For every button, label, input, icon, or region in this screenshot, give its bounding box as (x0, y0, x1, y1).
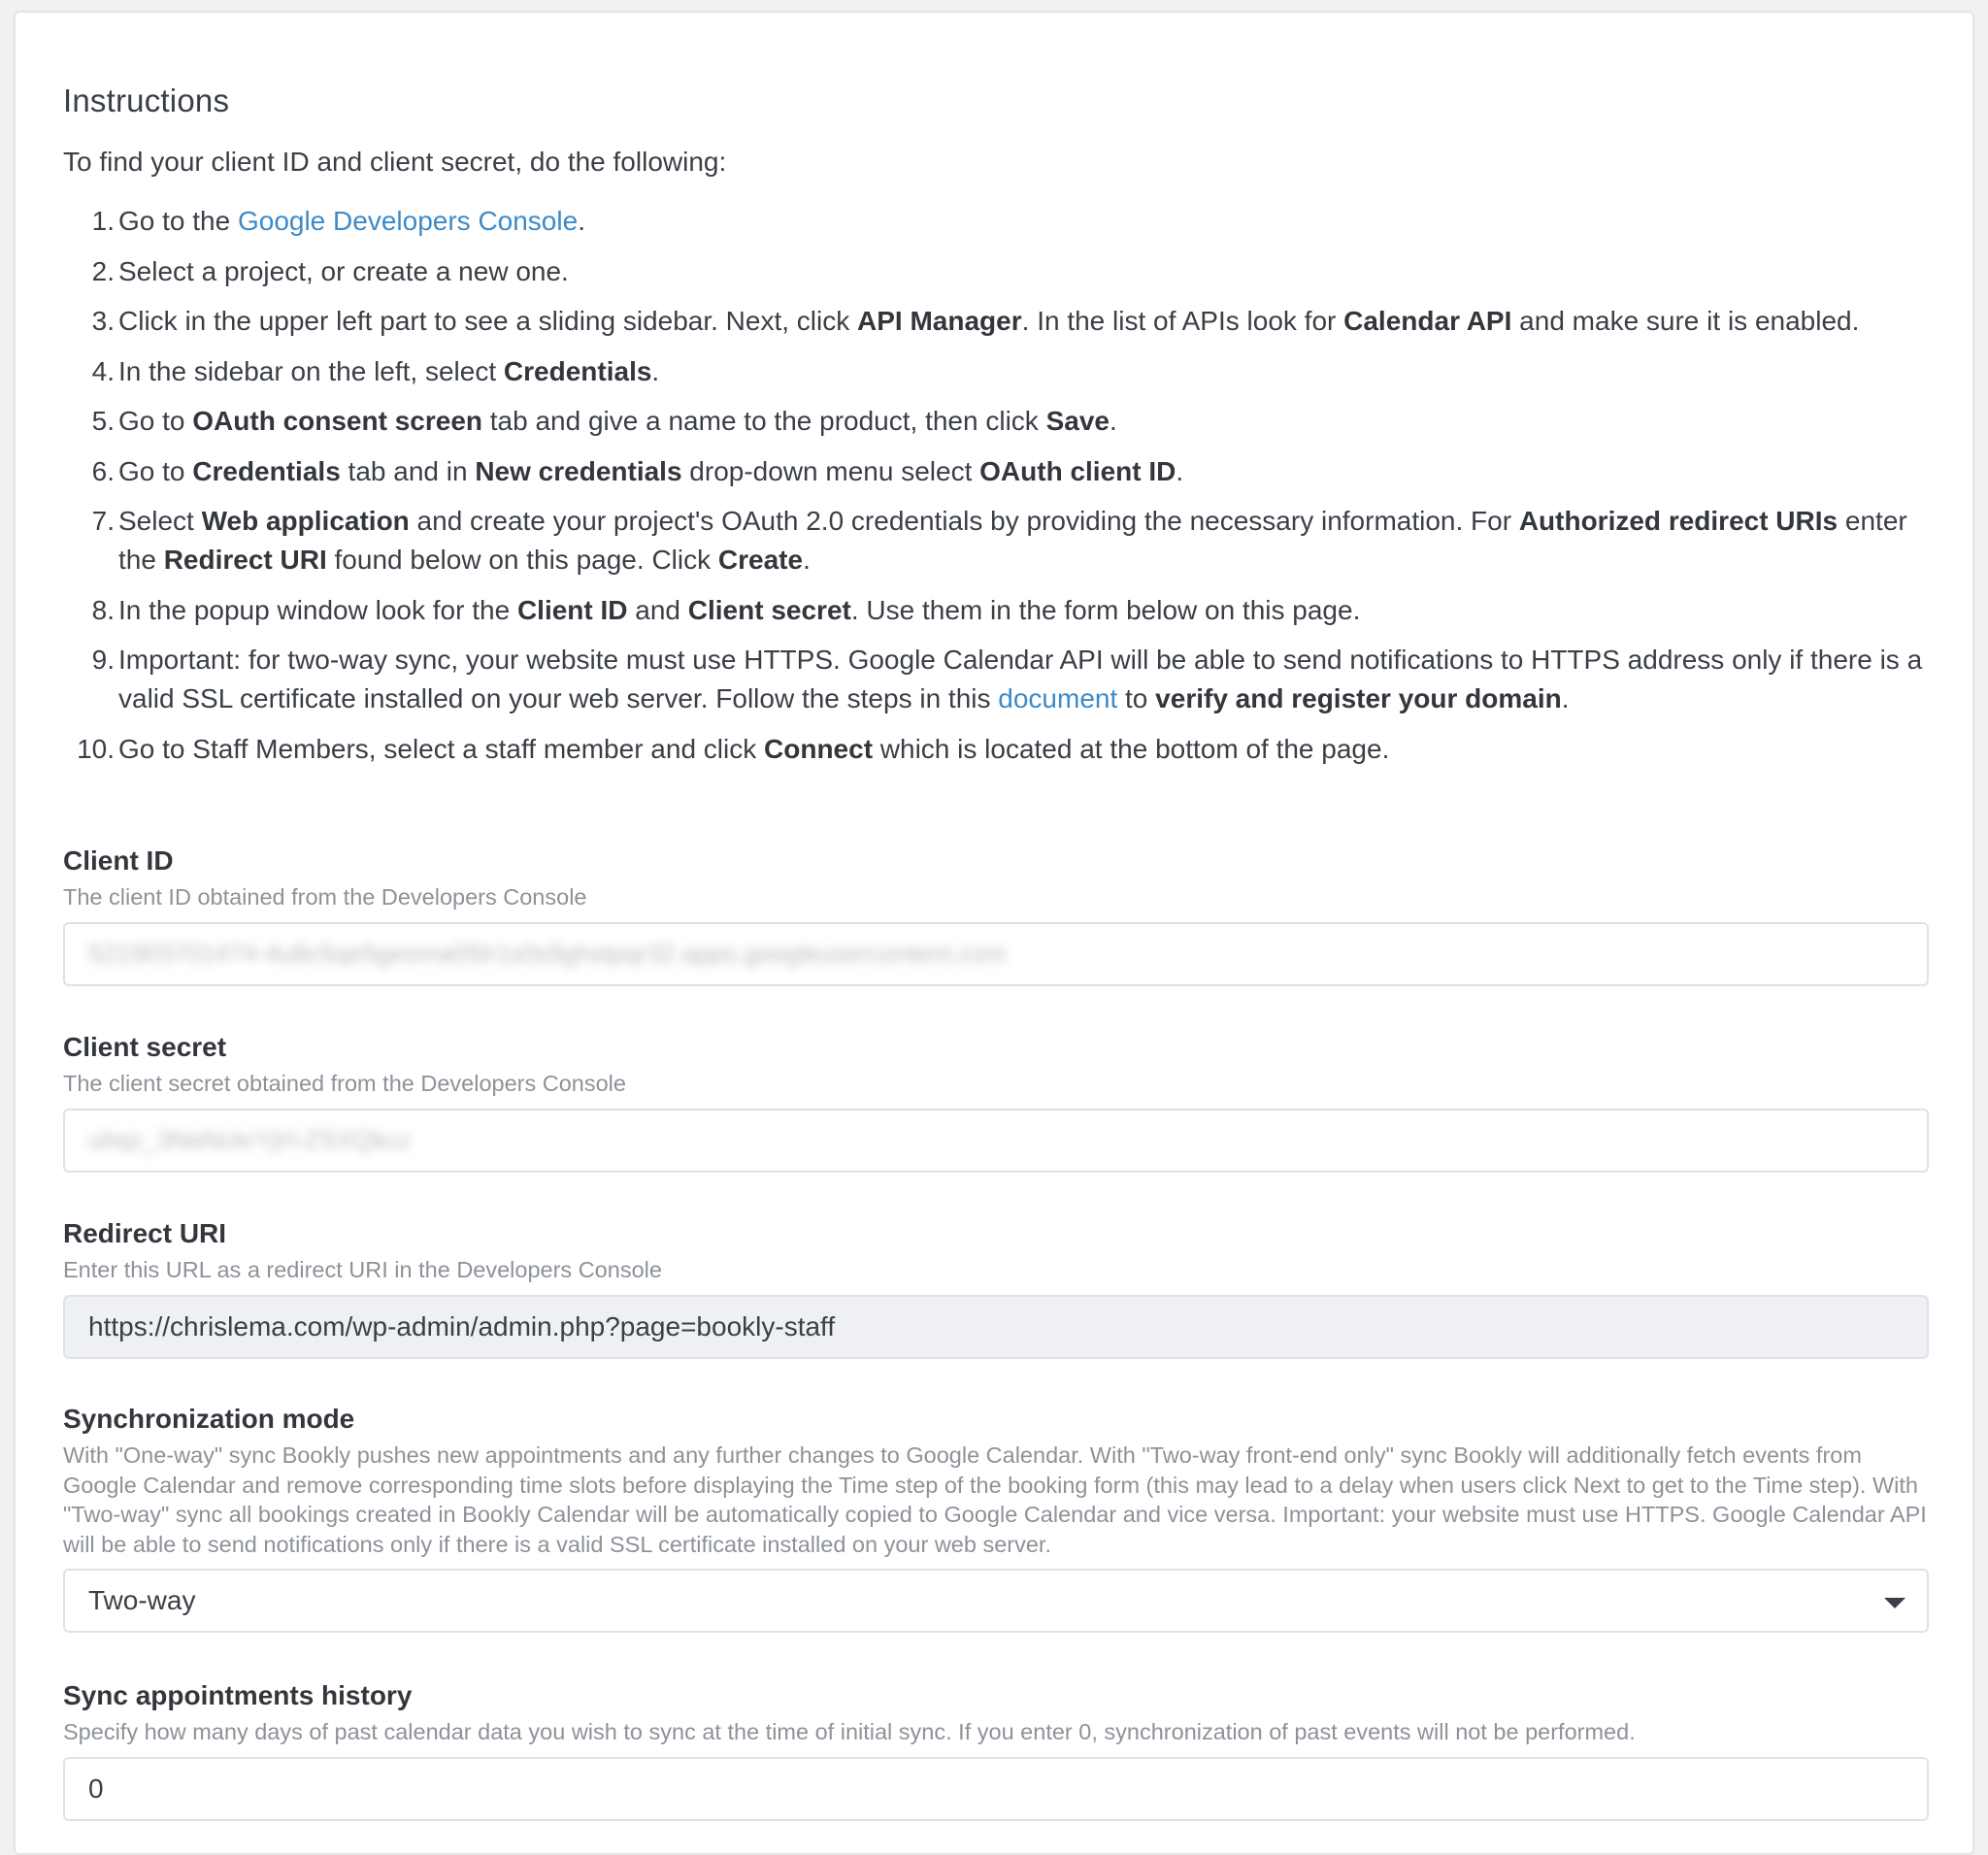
step-text: tab and in (340, 455, 476, 486)
client-id-value: 521903701474-4u8c5qe5geoma05lr1s0s9ghstpqr32.apps.googleusercontent.com (88, 939, 1007, 968)
redirect-uri-value: https://chrislema.com/wp-admin/admin.php?page=bookly-staff (88, 1310, 836, 1342)
step-text: enter the (118, 506, 1907, 575)
step-text: . (578, 206, 585, 236)
step-number: 9. (91, 645, 115, 675)
step-text: . (1109, 406, 1117, 436)
step-text: . (803, 545, 811, 575)
client-secret-value: uhqz_3NeNckrYjH-ZSXQkcz (88, 1125, 412, 1154)
instruction-step (63, 452, 1929, 491)
step-text: tab and give a name to the product, then click (482, 406, 1046, 436)
sync-mode-label: Synchronization mode (63, 1404, 355, 1434)
sync-history-label: Sync appointments history (63, 1680, 413, 1710)
client-secret-label: Client secret (63, 1032, 227, 1062)
step-text: . (1176, 455, 1184, 486)
step-text: and create your project's OAuth 2.0 credentials by providing the necessary information. For (409, 506, 1519, 536)
step-emphasis: Client ID (516, 594, 628, 625)
instruction-step (63, 402, 1929, 441)
step-text: Important: for two-way sync, your website must use HTTPS. Google Calendar API will be able to send notifications to HTTPS address only if there is a valid SSL certificate installed on your web server. Follow the steps in this (118, 645, 1923, 713)
step-emphasis: Save (1045, 406, 1110, 436)
client-secret-description: The client secret obtained from the Developers Console (63, 1071, 626, 1096)
step-emphasis: Redirect URI (163, 545, 327, 575)
redirect-uri-field (63, 1216, 1929, 1359)
step-text: to (1117, 683, 1156, 713)
instruction-step (63, 502, 1929, 580)
instruction-step (63, 730, 1929, 769)
step-text: . Use them in the form below on this page. (850, 594, 1361, 625)
step-text: . In the list of APIs look for (1021, 306, 1344, 336)
step-emphasis: Calendar API (1343, 306, 1512, 336)
step-emphasis: Authorized redirect URIs (1518, 506, 1839, 536)
step-number: 7. (91, 506, 115, 536)
step-text: Go to Staff Members, select a staff member and click (118, 733, 765, 764)
instruction-step (63, 252, 1929, 291)
step-emphasis: OAuth client ID (979, 455, 1176, 486)
redirect-uri-label: Redirect URI (63, 1218, 227, 1248)
instruction-step (63, 591, 1929, 630)
step-number: 6. (91, 455, 115, 486)
step-text: In the sidebar on the left, select (118, 355, 504, 386)
step-text: and (627, 594, 688, 625)
step-text: Go to (118, 455, 193, 486)
step-text: . (651, 355, 660, 386)
step-emphasis: Credentials (503, 355, 652, 386)
step-text: Select (118, 506, 202, 536)
instruction-step (63, 302, 1929, 341)
step-number: 4. (91, 355, 115, 386)
client-id-field (63, 844, 1929, 986)
client-secret-field (63, 1030, 1929, 1173)
redirect-uri-description: Enter this URL as a redirect URI in the Developers Console (63, 1257, 662, 1282)
step-emphasis: Client secret (687, 594, 851, 625)
step-emphasis: New credentials (475, 455, 682, 486)
step-text: Go to the (118, 206, 238, 236)
step-text: In the popup window look for the (118, 594, 517, 625)
step-text: Select a project, or create a new one. (118, 255, 569, 286)
step-number: 10. (77, 733, 115, 764)
sync-history-value: 0 (88, 1772, 104, 1804)
chevron-down-icon (1884, 1598, 1905, 1608)
sync-mode-field (63, 1402, 1929, 1633)
client-id-description: The client ID obtained from the Developers Console (63, 884, 587, 910)
sync-history-field (63, 1678, 1929, 1821)
instructions-steps (63, 202, 1929, 779)
step-number: 2. (91, 255, 115, 286)
step-number: 8. (91, 594, 115, 625)
instructions-intro: To find your client ID and client secret, do the following: (63, 147, 727, 177)
step-emphasis: Create (717, 545, 804, 575)
step-text: Go to (118, 406, 193, 436)
instruction-step (63, 352, 1929, 391)
step-emphasis: Credentials (192, 455, 341, 486)
step-number: 5. (91, 406, 115, 436)
step-text: Click in the upper left part to see a sliding sidebar. Next, click (118, 306, 858, 336)
sync-mode-selected: Two-way (88, 1585, 196, 1615)
step-emphasis: Web application (201, 506, 410, 536)
step-text: which is located at the bottom of the page. (873, 733, 1390, 764)
client-id-label: Client ID (63, 845, 174, 876)
instruction-step (63, 641, 1929, 718)
step-text: . (1561, 683, 1570, 713)
step-number: 3. (91, 306, 115, 336)
step-emphasis: OAuth consent screen (192, 406, 482, 436)
step-emphasis: verify and register your domain (1155, 683, 1562, 713)
step-emphasis: Connect (764, 733, 874, 764)
step-emphasis: API Manager (857, 306, 1022, 336)
instruction-step (63, 202, 1929, 241)
sync-mode-description: With "One-way" sync Bookly pushes new appointments and any further changes to Google Calendar. With "Two-way front-end only" sync Bookly will additionally fetch events from Google Calendar and remove corresponding time slots before displaying the Time step of the booking form (this may lead to a delay when users click Next to get to the Time step). With "Two-way" sync all bookings created in Bookly Calendar will be automatically copied to Google Calendar and vice versa. Important: your website must use HTTPS. Google Calendar API will be able to send notifications only if there is a valid SSL certificate installed on your web server. (63, 1442, 1927, 1557)
sync-mode-select[interactable] (63, 1569, 1929, 1633)
sync-history-input[interactable] (63, 1757, 1929, 1821)
step-link[interactable]: Google Developers Console (237, 206, 579, 236)
sync-history-description: Specify how many days of past calendar data you wish to sync at the time of initial sync. If you enter 0, synchronization of past events will not be performed. (63, 1719, 1636, 1744)
client-secret-input[interactable] (63, 1109, 1929, 1173)
step-text: found below on this page. Click (326, 545, 718, 575)
settings-panel (14, 11, 1974, 1855)
step-text: drop-down menu select (681, 455, 980, 486)
step-number: 1. (91, 206, 115, 236)
step-link[interactable]: document (998, 683, 1118, 713)
redirect-uri-input[interactable] (63, 1295, 1929, 1359)
client-id-input[interactable] (63, 922, 1929, 986)
instructions-heading: Instructions (63, 83, 230, 118)
step-text: and make sure it is enabled. (1511, 306, 1860, 336)
